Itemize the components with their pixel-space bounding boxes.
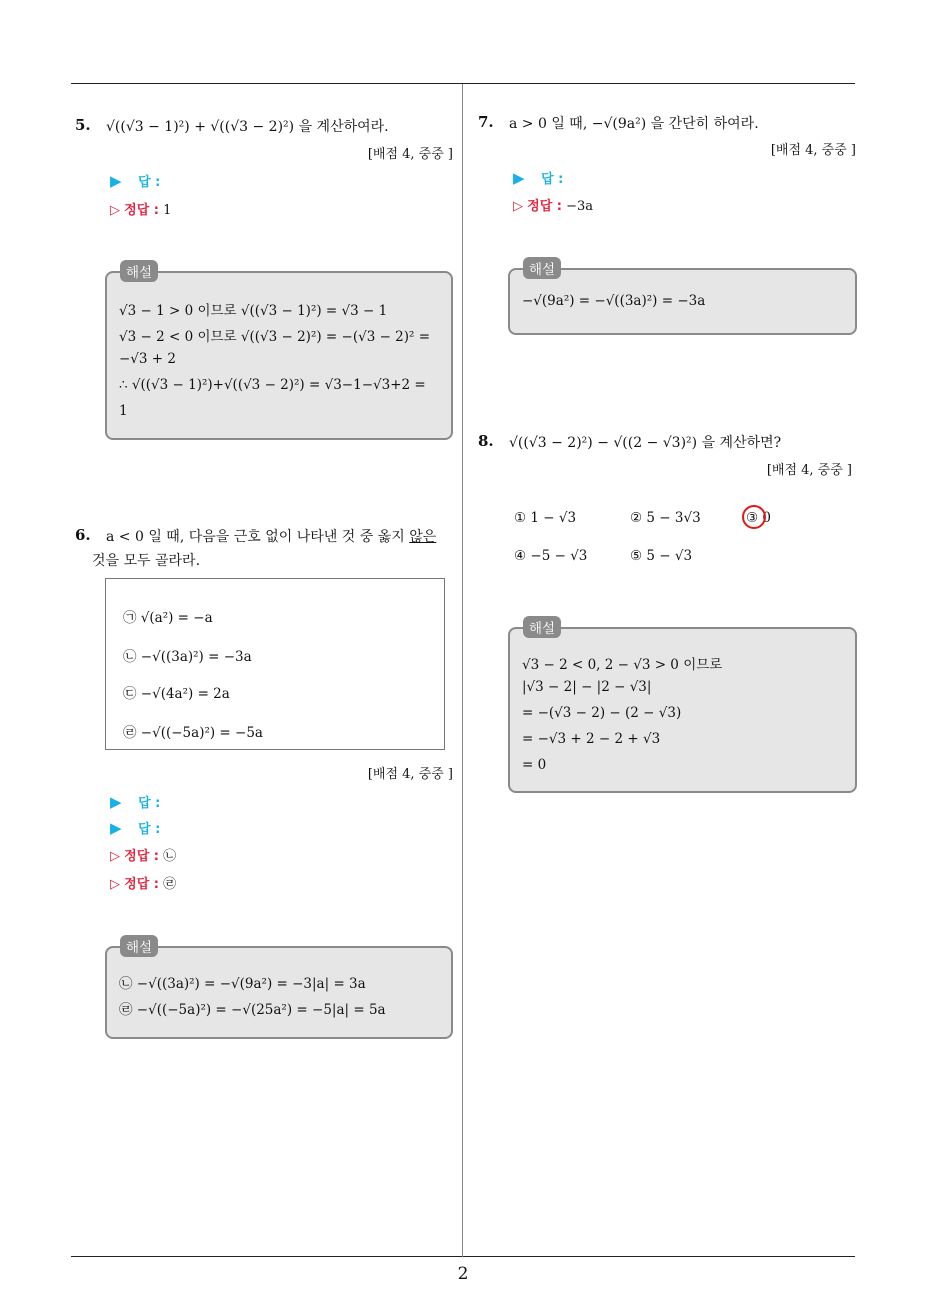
conditions-box [105,578,445,750]
solution-box [105,271,453,440]
play-icon: ▶ [513,169,525,187]
solution-box [508,268,857,335]
correct-answer-row [110,873,176,892]
solution-box [508,627,857,793]
answer-row [513,168,563,187]
score-label: [배점 4, 중중 ] [367,767,453,782]
condition-item: ㉡ −√((3a)²) = −3a [123,649,252,665]
question-number: 7. [478,113,494,131]
correct-label: 정답 : [124,849,159,864]
choice-1[interactable]: ① 1 − √3 [514,510,577,526]
correct-answer-row [110,845,176,864]
choice-5[interactable]: ⑤ 5 − √3 [630,548,693,564]
choice-2[interactable]: ② 5 − 3√3 [630,510,701,526]
play-icon: ▶ [110,172,122,190]
solution-line: √3 − 2 < 0 이므로 √((√3 − 2)²) = −(√3 − 2)² = [119,329,431,345]
score-label: [배점 4, 중중 ] [770,143,856,158]
bottom-rule [71,1256,855,1257]
answer-row [110,171,160,190]
correct-value: −3a [566,199,594,214]
condition-item: ㉢ −√(4a²) = 2a [123,686,230,702]
outline-triangle-icon: ▷ [110,849,120,864]
correct-label: 정답 : [527,199,562,214]
solution-line: = −(√3 − 2) − (2 − √3) [522,705,682,721]
solution-line: −√3 + 2 [119,351,176,367]
solution-line: ∴ √((√3 − 1)²)+√((√3 − 2)²) = √3−1−√3+2 = [119,377,426,393]
answer-row [110,818,160,837]
solution-line: ㉡ −√((3a)²) = −√(9a²) = −3|a| = 3a [119,976,366,992]
solution-line: = −√3 + 2 − 2 + √3 [522,731,661,747]
column-divider [462,84,463,1257]
answer-label: 답 : [138,796,161,811]
correct-answer-row [110,199,171,218]
question-text: √((√3 − 1)²) + √((√3 − 2)²) 을 계산하여라. [106,119,389,135]
solution-line: = 0 [522,757,547,773]
choice-4[interactable]: ④ −5 − √3 [514,548,588,564]
selected-choice-mark [742,505,766,529]
correct-label: 정답 : [124,877,159,892]
solution-line: −√(9a²) = −√((3a)²) = −3a [522,293,706,309]
question-text [106,526,436,546]
question-text-part: a < 0 일 때, 다음을 근호 없이 나타낸 것 중 옳지 [106,529,410,545]
play-icon: ▶ [110,793,122,811]
answer-row [110,792,160,811]
page-number: 2 [457,1264,469,1284]
underlined-word: 않은 [409,529,437,545]
answer-label: 답 : [138,175,161,190]
score-label: [배점 4, 중중 ] [367,147,453,162]
solution-line: ㉣ −√((−5a)²) = −√(25a²) = −5|a| = 5a [119,1002,386,1018]
outline-triangle-icon: ▷ [110,203,120,218]
outline-triangle-icon: ▷ [110,877,120,892]
question-number: 8. [478,432,494,450]
question-number: 6. [75,526,91,544]
solution-line: √3 − 1 > 0 이므로 √((√3 − 1)²) = √3 − 1 [119,303,388,319]
answer-label: 답 : [138,822,161,837]
solution-line: |√3 − 2| − |2 − √3| [522,679,652,695]
solution-box [105,946,453,1039]
question-text: a > 0 일 때, −√(9a²) 을 간단히 하여라. [509,116,759,132]
score-label: [배점 4, 중중 ] [766,463,852,478]
correct-value: 1 [163,203,172,218]
correct-value: ㉡ [163,849,177,864]
question-number: 5. [75,116,91,134]
choice-3[interactable]: ③ 0 [746,510,771,526]
solution-tag: 해설 [523,616,561,638]
solution-tag: 해설 [120,935,158,957]
solution-line: 1 [119,403,128,419]
solution-line: √3 − 2 < 0, 2 − √3 > 0 이므로 [522,657,723,673]
condition-item: ㉣ −√((−5a)²) = −5a [123,725,263,741]
correct-label: 정답 : [124,203,159,218]
correct-answer-row [513,195,593,214]
top-rule [71,83,855,84]
answer-label: 답 : [541,172,564,187]
condition-item: ㉠ √(a²) = −a [123,610,213,626]
solution-tag: 해설 [120,260,158,282]
play-icon: ▶ [110,819,122,837]
question-text-line2: 것을 모두 골라라. [92,553,201,569]
solution-tag: 해설 [523,257,561,279]
outline-triangle-icon: ▷ [513,199,523,214]
question-text: √((√3 − 2)²) − √((2 − √3)²) 을 계산하면? [509,435,782,451]
correct-value: ㉣ [163,877,177,892]
